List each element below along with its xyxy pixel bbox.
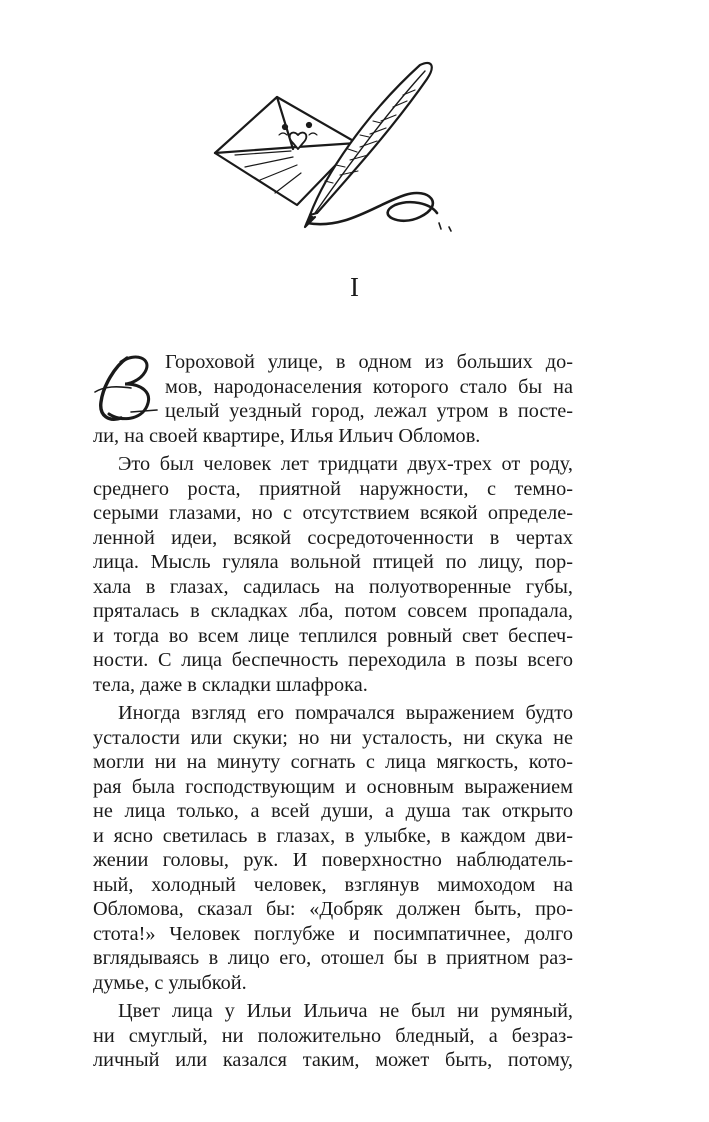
paragraph-2-line-9: ности. С лица беспечность переходила в позы всего [93, 649, 573, 671]
paragraph-1-line-2: мов, народонаселения которого стало бы на [165, 375, 573, 398]
paragraph-1-line-3: целый уездный город, лежал утром в посте- [165, 400, 573, 422]
paragraph-1-line-1: Гороховой улице, в одном из больших до- [165, 351, 573, 373]
paragraph-3-line-9: Обломова, сказал бы: «Добряк должен быть, про- [93, 898, 573, 920]
paragraph-3-line-6: и ясно светилась в глазах, в улыбке, в каждом дви- [93, 824, 573, 847]
paragraph-3-line-2: усталости или скуки; но ни усталость, ни скука не [93, 726, 573, 749]
page-body [93, 350, 573, 1073]
paragraph-2-line-8: и тогда во всем лице теплился ровный свет беспеч- [93, 624, 573, 647]
paragraph-4-line-1: Цвет лица у Ильи Ильича не был ни румяный, [118, 1000, 573, 1022]
drop-cap-letter-glyph [91, 352, 159, 426]
paragraph-3-line-10: стота!» Человек поглубже и посимпатичнее, долго [93, 922, 573, 945]
paragraph-4-line-3: личный или казался таким, может быть, потому, [93, 1049, 573, 1071]
paragraph-2-line-7: пряталась в складках лба, потом совсем пропадала, [93, 600, 573, 622]
paragraph-3-line-3: могли ни на минуту согнать с лица мягкость, кото- [93, 751, 573, 773]
paragraph-2-line-1: Это был человек лет тридцати двух-трех от роду, [118, 453, 573, 475]
paragraph-3-line-5: не лица только, а всей души, а душа так открыто [93, 800, 573, 822]
paragraph-2-line-4: ленной идеи, всякой сосредоточенности в чертах [93, 526, 573, 549]
paragraph-2-line-2: среднего роста, приятной наружности, с темно- [93, 477, 573, 500]
paragraph-2-line-6: хала в глазах, садилась на полуотворенные губы, [93, 575, 573, 598]
paragraph-3-line-4: рая была господствующим и основным выражением [93, 775, 573, 798]
drop-cap [91, 352, 159, 422]
paragraph-2-line-10: тела, даже в складки шлафрока. [93, 673, 368, 696]
paragraph-2-line-5: лица. Мысль гуляла вольной птицей по лицу, пор- [93, 551, 573, 573]
envelope-quill-illustration [205, 55, 465, 240]
paragraph-3-line-1: Иногда взгляд его помрачался выражением будто [118, 702, 573, 724]
paragraph-1 [93, 350, 573, 448]
paragraph-4-line-2: ни смуглый, ни положительно бледный, а безраз- [93, 1024, 573, 1047]
paragraph-3-line-12: думье, с улыбкой. [93, 971, 247, 994]
paragraph-3-line-7: жении головы, рук. И поверхностно наблюдатель- [93, 849, 573, 871]
paragraph-3-line-11: вглядываясь в лицо его, отошел бы в приятном раз- [93, 947, 573, 969]
paragraph-3-line-8: ный, холодный человек, взглянув мимоходом на [93, 873, 573, 896]
paragraph-1-line-4: ли, на своей квартире, Илья Ильич Обломов. [93, 424, 481, 447]
chapter-number: I [350, 272, 359, 302]
paragraph-2-line-3: серыми глазами, но с отсутствием всякой определе- [93, 502, 573, 524]
